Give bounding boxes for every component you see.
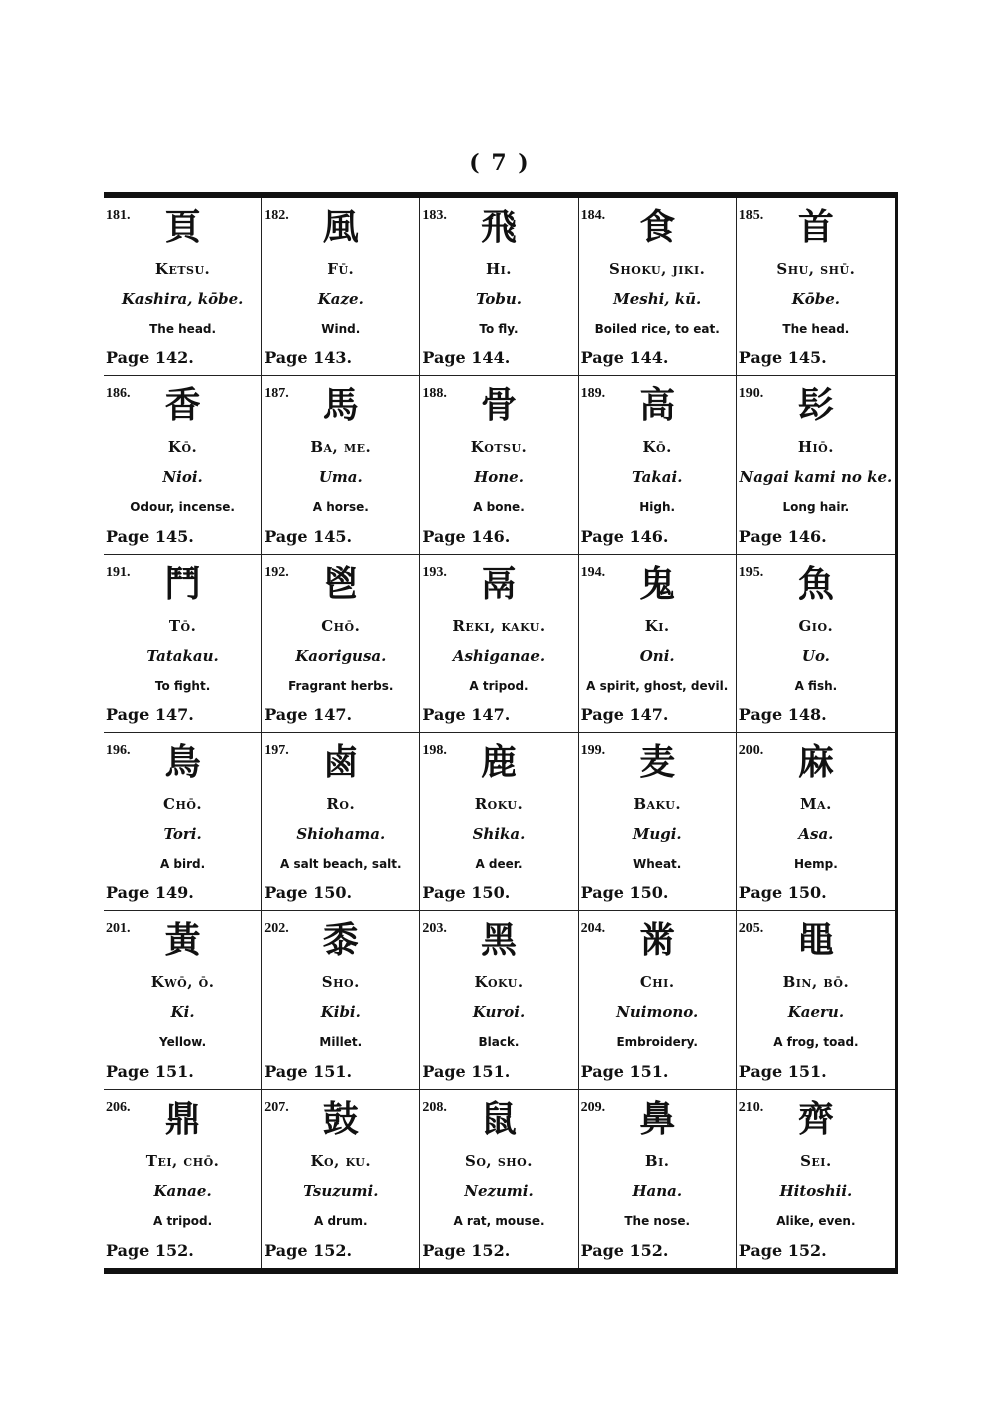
page-reference: Page 152. [738, 1240, 827, 1260]
on-reading: Koku. [474, 973, 524, 992]
japanese-name: Kaze. [317, 290, 364, 308]
english-meaning: A horse. [312, 500, 369, 515]
radical-character: 齊 [797, 1098, 834, 1140]
radical-character: 風 [322, 207, 359, 248]
japanese-name: Hitoshii. [779, 1181, 853, 1200]
on-reading: Bi. [644, 1151, 670, 1170]
japanese-name: Shiohama. [296, 824, 386, 843]
radical-entry [104, 376, 262, 554]
japanese-name: Kaeru. [787, 1003, 845, 1022]
page-reference: Page 150. [422, 883, 511, 903]
on-reading: Ki. [644, 616, 670, 635]
radical-table [104, 192, 898, 1274]
english-meaning: The head. [782, 322, 850, 336]
english-meaning: Wind. [321, 322, 361, 336]
page-reference: Page 150. [738, 883, 827, 903]
on-reading: Hi. [485, 260, 513, 278]
on-reading: Hiō. [797, 438, 834, 457]
radical-character: 頁 [164, 207, 201, 248]
on-reading: Sei. [800, 1151, 832, 1170]
on-reading: Ketsu. [154, 260, 211, 278]
entry-number: 198. [422, 742, 447, 758]
japanese-name: Kaorigusa. [295, 646, 387, 665]
entry-number: 195. [738, 564, 764, 580]
entry-number: 189. [580, 386, 606, 402]
radical-character: 麻 [797, 741, 834, 783]
on-reading: Fū. [327, 260, 355, 278]
japanese-name: Kuroi. [472, 1003, 526, 1022]
radical-character: 鼻 [639, 1098, 676, 1140]
japanese-name: Ashiganae. [452, 646, 546, 665]
on-reading: Kō. [642, 438, 672, 457]
on-reading: Tei, chō. [145, 1151, 220, 1170]
entry-number: 186. [106, 386, 131, 402]
entry-number: 205. [738, 921, 764, 937]
radical-character: 髟 [797, 385, 834, 427]
radical-character: 黍 [322, 920, 359, 962]
page-reference: Page 146. [422, 526, 511, 546]
entry-number: 184. [580, 208, 606, 223]
radical-character: 麦 [639, 741, 676, 783]
radical-entry [737, 376, 895, 554]
english-meaning: Black. [478, 1035, 520, 1050]
radical-character: 黽 [797, 920, 834, 962]
english-meaning: A rat, mouse. [453, 1213, 545, 1228]
on-reading: Sho. [321, 973, 360, 992]
page-reference: Page 142. [106, 348, 194, 368]
radical-character: 鼓 [322, 1098, 359, 1140]
radical-entry [420, 555, 578, 733]
japanese-name: Tobu. [475, 290, 523, 308]
on-reading: Chi. [639, 973, 675, 992]
japanese-name: Asa. [798, 824, 834, 843]
page-reference: Page 151. [580, 1061, 669, 1081]
radical-character: 鹵 [322, 741, 359, 783]
english-meaning: Millet. [319, 1035, 363, 1050]
japanese-name: Kanae. [153, 1181, 212, 1200]
radical-character: 高 [639, 385, 676, 427]
radical-character: 鹿 [480, 741, 517, 783]
on-reading: Kwō, ō. [150, 973, 215, 992]
japanese-name: Nezumi. [464, 1181, 534, 1200]
page-reference: Page 152. [422, 1240, 511, 1260]
page-reference: Page 146. [738, 526, 827, 546]
radical-character: 飛 [480, 207, 517, 248]
english-meaning: A deer. [475, 856, 523, 871]
entry-number: 188. [422, 386, 447, 402]
english-meaning: A bird. [159, 856, 206, 871]
japanese-name: Hana. [632, 1181, 683, 1200]
on-reading: Ro. [326, 794, 356, 813]
radical-entry [737, 911, 895, 1089]
entry-number: 197. [264, 742, 289, 758]
on-reading: Gio. [798, 616, 834, 635]
english-meaning: A tripod. [152, 1213, 213, 1228]
english-meaning: A fish. [794, 678, 838, 693]
radical-entry [262, 376, 420, 554]
page-reference: Page 151. [264, 1061, 353, 1081]
page-reference: Page 152. [106, 1240, 194, 1260]
entry-number: 193. [422, 564, 447, 580]
page-reference: Page 150. [580, 883, 669, 903]
radical-character: 鼠 [480, 1098, 517, 1140]
page-reference: Page 152. [264, 1240, 353, 1260]
on-reading: Kō. [167, 438, 198, 457]
radical-entry [420, 1090, 578, 1268]
entry-number: 203. [422, 921, 447, 937]
entry-number: 201. [106, 921, 131, 937]
page-reference: Page 147. [422, 704, 511, 724]
japanese-name: Hone. [474, 468, 524, 487]
english-meaning: Odour, incense. [130, 500, 235, 515]
page-reference: Page 143. [264, 348, 353, 368]
page-reference: Page 147. [580, 704, 669, 724]
radical-character: 首 [797, 207, 834, 248]
entry-number: 190. [738, 386, 764, 402]
on-reading: Shu, shū. [776, 260, 856, 278]
radical-entry [104, 911, 262, 1089]
radical-character: 骨 [480, 385, 517, 427]
entry-number: 182. [264, 208, 289, 223]
radical-character: 鬼 [639, 563, 676, 605]
radical-entry [579, 376, 737, 554]
page-number: ( 7 ) [469, 150, 531, 176]
entry-number: 204. [580, 921, 606, 937]
radical-entry [262, 733, 420, 911]
english-meaning: Wheat. [633, 856, 682, 871]
english-meaning: A bone. [473, 500, 525, 515]
page-reference: Page 145. [264, 526, 353, 546]
entry-number: 206. [106, 1099, 131, 1115]
radical-entry [737, 1090, 895, 1268]
radical-entry [737, 733, 895, 911]
on-reading: Ba, me. [310, 438, 372, 457]
entry-number: 194. [580, 564, 606, 580]
radical-entry [104, 555, 262, 733]
on-reading: Baku. [633, 794, 682, 813]
japanese-name: Kōbe. [791, 290, 841, 308]
page-reference: Page 150. [264, 883, 353, 903]
entry-number: 209. [580, 1099, 606, 1115]
english-meaning: The nose. [624, 1213, 691, 1228]
english-meaning: Alike, even. [776, 1213, 856, 1228]
japanese-name: Shika. [472, 824, 526, 843]
entry-number: 207. [264, 1099, 289, 1115]
radical-character: 鼎 [164, 1098, 201, 1140]
on-reading: Tō. [168, 616, 197, 635]
japanese-name: Kashira, kōbe. [121, 290, 244, 308]
radical-entry [104, 733, 262, 911]
on-reading: Chō. [163, 794, 203, 813]
entry-number: 192. [264, 564, 289, 580]
english-meaning: To fight. [154, 678, 211, 693]
radical-entry [262, 911, 420, 1089]
radical-entry [579, 555, 737, 733]
radical-entry [420, 911, 578, 1089]
page-reference: Page 151. [106, 1061, 194, 1081]
english-meaning: A spirit, ghost, devil. [586, 678, 729, 693]
entry-number: 187. [264, 386, 289, 402]
radical-entry [420, 376, 578, 554]
japanese-name: Tori. [163, 824, 202, 843]
page-reference: Page 149. [106, 883, 194, 903]
entry-number: 183. [422, 208, 447, 223]
radical-entry [737, 198, 895, 376]
radical-character: 鬲 [480, 563, 517, 605]
japanese-name: Tsuzumi. [303, 1181, 379, 1200]
english-meaning: Hemp. [793, 856, 838, 871]
page-reference: Page 144. [580, 348, 669, 368]
radical-character: 魚 [797, 563, 834, 605]
entry-number: 202. [264, 921, 289, 937]
japanese-name: Mugi. [632, 824, 682, 843]
radical-entry [579, 733, 737, 911]
on-reading: Reki, kaku. [452, 616, 546, 635]
japanese-name: Uo. [801, 646, 830, 665]
english-meaning: A frog, toad. [773, 1035, 859, 1050]
entry-number: 196. [106, 742, 131, 758]
on-reading: Ko, ku. [310, 1151, 372, 1170]
on-reading: Shoku, jiki. [609, 260, 706, 278]
page-reference: Page 151. [422, 1061, 511, 1081]
entry-number: 191. [106, 564, 131, 580]
radical-entry [262, 1090, 420, 1268]
radical-entry [579, 1090, 737, 1268]
radical-character: 黹 [639, 920, 676, 962]
entry-number: 199. [580, 742, 606, 758]
page-reference: Page 147. [264, 704, 353, 724]
english-meaning: The head. [149, 322, 217, 336]
radical-character: 鬥 [164, 563, 201, 605]
page-reference: Page 152. [580, 1240, 669, 1260]
radical-entry [420, 733, 578, 911]
entry-number: 208. [422, 1099, 447, 1115]
english-meaning: A tripod. [469, 678, 529, 693]
japanese-name: Nagai kami no ke. [739, 468, 893, 487]
page-reference: Page 145. [106, 526, 194, 546]
on-reading: Roku. [474, 794, 524, 813]
japanese-name: Oni. [639, 646, 675, 665]
japanese-name: Nioi. [162, 468, 203, 487]
page-reference: Page 145. [738, 348, 827, 368]
radical-entry [579, 911, 737, 1089]
english-meaning: Long hair. [782, 500, 850, 515]
english-meaning: Yellow. [159, 1035, 207, 1050]
english-meaning: A drum. [314, 1213, 368, 1228]
radical-entry [420, 198, 578, 376]
japanese-name: Uma. [318, 468, 363, 487]
radical-character: 香 [164, 385, 201, 427]
radical-entry [104, 198, 262, 376]
japanese-name: Nuimono. [616, 1003, 699, 1022]
entry-number: 181. [106, 208, 131, 223]
japanese-name: Ki. [170, 1003, 195, 1022]
english-meaning: A salt beach, salt. [279, 856, 402, 871]
english-meaning: To fly. [479, 322, 519, 336]
english-meaning: Boiled rice, to eat. [594, 322, 720, 336]
radical-character: 馬 [322, 385, 359, 427]
japanese-name: Takai. [631, 468, 683, 487]
radical-character: 黑 [480, 920, 517, 962]
radical-character: 鬯 [322, 563, 359, 605]
on-reading: Chō. [321, 616, 361, 635]
entry-number: 210. [738, 1099, 764, 1115]
radical-entry [262, 555, 420, 733]
japanese-name: Meshi, kū. [613, 290, 702, 308]
on-reading: Kotsu. [470, 438, 528, 457]
radical-character: 鳥 [164, 741, 201, 783]
entry-number: 185. [738, 208, 764, 223]
radical-character: 食 [639, 207, 676, 248]
japanese-name: Tatakau. [146, 646, 219, 665]
english-meaning: Embroidery. [616, 1035, 698, 1050]
on-reading: So, sho. [464, 1151, 533, 1170]
japanese-name: Kibi. [320, 1003, 361, 1022]
radical-entry [104, 1090, 262, 1268]
on-reading: Ma. [799, 794, 832, 813]
on-reading: Bin, bō. [782, 973, 850, 992]
page-reference: Page 144. [422, 348, 511, 368]
page-reference: Page 146. [580, 526, 669, 546]
english-meaning: High. [639, 500, 676, 515]
radical-character: 黃 [164, 920, 201, 962]
page-reference: Page 148. [738, 704, 827, 724]
radical-entry [262, 198, 420, 376]
radical-entry [579, 198, 737, 376]
english-meaning: Fragrant herbs. [288, 678, 394, 693]
entry-number: 200. [738, 742, 764, 758]
page-reference: Page 147. [106, 704, 194, 724]
radical-entry [737, 555, 895, 733]
page-reference: Page 151. [738, 1061, 827, 1081]
